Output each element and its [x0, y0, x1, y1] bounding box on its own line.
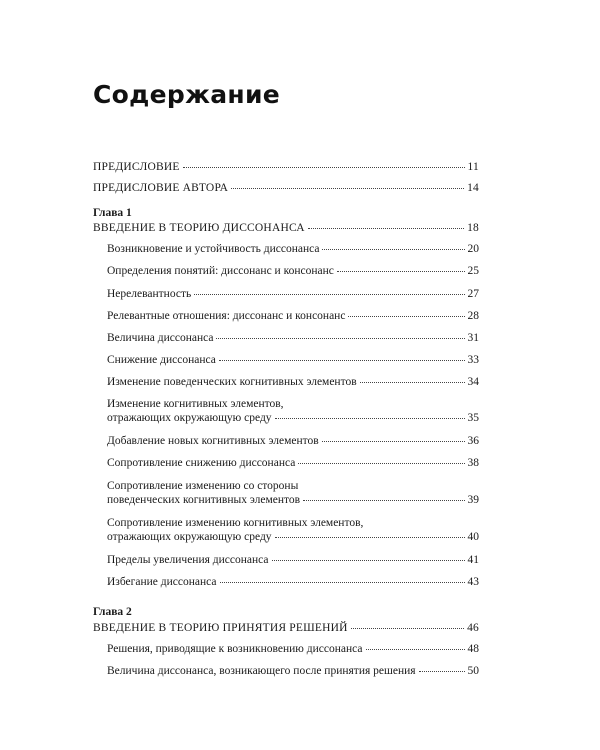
- toc-entry-text: Величина диссонанса, возникающего после принятия решения: [107, 665, 416, 677]
- toc-entry[interactable]: [107, 642, 479, 656]
- toc-page-number: 46: [467, 622, 479, 634]
- toc-entry-text: поведенческих когнитивных элементов: [107, 494, 301, 506]
- toc-entry-text-line1: Сопротивление изменению когнитивных элементов,: [107, 517, 364, 529]
- toc-entry[interactable]: [107, 664, 479, 678]
- toc-entry-text: ПРЕДИСЛОВИЕ АВТОРА: [93, 182, 229, 194]
- leader-dots: [194, 294, 464, 295]
- toc-entry-text: ВВЕДЕНИЕ В ТЕОРИЮ ДИССОНАНСА: [93, 222, 305, 234]
- toc-page-number: 27: [467, 288, 479, 300]
- toc-entry-text: ПРЕДИСЛОВИЕ: [93, 161, 180, 173]
- leader-dots: [360, 382, 465, 383]
- toc-page-number: 38: [467, 457, 479, 469]
- toc-entry-text: Возникновение и устойчивость диссонанса: [107, 243, 320, 255]
- toc-chapter-1-heading[interactable]: [93, 221, 479, 235]
- toc-page-number: 48: [467, 643, 479, 655]
- toc-page-number: 31: [467, 332, 479, 344]
- toc-entry[interactable]: [107, 397, 479, 425]
- leader-dots: [219, 360, 465, 361]
- toc-entry[interactable]: [107, 264, 479, 278]
- toc-page-number: 20: [467, 243, 479, 255]
- toc-page-number: 18: [467, 222, 479, 234]
- leader-dots: [275, 537, 465, 538]
- toc-entry[interactable]: [107, 309, 479, 323]
- toc-entry-text-line1: Изменение когнитивных элементов,: [107, 398, 284, 410]
- toc-entry-text: Релевантные отношения: диссонанс и консонанс: [107, 310, 346, 322]
- toc-page-number: 50: [467, 665, 479, 677]
- leader-dots: [308, 228, 464, 229]
- toc-entry[interactable]: [107, 331, 479, 345]
- toc-entry-text: Снижение диссонанса: [107, 354, 216, 366]
- leader-dots: [216, 338, 464, 339]
- toc-page-number: 43: [467, 576, 479, 588]
- toc-entry-text: отражающих окружающую среду: [107, 412, 272, 424]
- toc-page-number: 36: [467, 435, 479, 447]
- leader-dots: [348, 316, 464, 317]
- leader-dots: [366, 649, 465, 650]
- toc-page-number: 28: [467, 310, 479, 322]
- toc-entry[interactable]: [107, 287, 479, 301]
- toc-entry-text: Величина диссонанса: [107, 332, 214, 344]
- toc-page-number: 39: [467, 494, 479, 506]
- toc-entry[interactable]: [107, 434, 479, 448]
- toc-entry-text: Добавление новых когнитивных элементов: [107, 435, 319, 447]
- leader-dots: [337, 271, 465, 272]
- toc-entry[interactable]: [107, 456, 479, 470]
- toc-page-number: 41: [467, 554, 479, 566]
- leader-dots: [183, 167, 465, 168]
- toc-entry-text: Изменение поведенческих когнитивных элементов: [107, 376, 357, 388]
- toc-page-number: 35: [467, 412, 479, 424]
- toc-page-number: 34: [467, 376, 479, 388]
- toc-entry-text: Нерелевантность: [107, 288, 192, 300]
- page-title: Содержание: [93, 80, 281, 109]
- leader-dots: [272, 560, 465, 561]
- toc-entry[interactable]: [107, 553, 479, 567]
- toc-page-number: 33: [467, 354, 479, 366]
- toc-entry-author-preface[interactable]: [93, 181, 479, 195]
- toc-entry-text: отражающих окружающую среду: [107, 531, 272, 543]
- toc-entry[interactable]: [107, 375, 479, 389]
- toc-entry-text: Избегание диссонанса: [107, 576, 217, 588]
- toc-entry-text: Сопротивление снижению диссонанса: [107, 457, 296, 469]
- toc-page-number: 14: [467, 182, 479, 194]
- toc-page-number: 40: [467, 531, 479, 543]
- toc-entry-text: Пределы увеличения диссонанса: [107, 554, 269, 566]
- leader-dots: [351, 628, 464, 629]
- leader-dots: [231, 188, 464, 189]
- leader-dots: [303, 500, 464, 501]
- leader-dots: [419, 671, 465, 672]
- leader-dots: [322, 441, 465, 442]
- leader-dots: [275, 418, 465, 419]
- toc-entry-text: Определения понятий: диссонанс и консонанс: [107, 265, 334, 277]
- leader-dots: [298, 463, 464, 464]
- toc-entry-text: ВВЕДЕНИЕ В ТЕОРИЮ ПРИНЯТИЯ РЕШЕНИЙ: [93, 622, 348, 634]
- toc-entry[interactable]: [107, 516, 479, 544]
- toc-entry-text-line1: Сопротивление изменению со стороны: [107, 480, 299, 492]
- toc-entry[interactable]: [107, 353, 479, 367]
- toc-entry[interactable]: [107, 242, 479, 256]
- leader-dots: [322, 249, 464, 250]
- toc-entry-preface[interactable]: [93, 160, 479, 174]
- toc-page-number: 25: [467, 265, 479, 277]
- toc-chapter-2-heading[interactable]: [93, 621, 479, 635]
- leader-dots: [220, 582, 465, 583]
- toc-entry[interactable]: [107, 575, 479, 589]
- toc-entry[interactable]: [107, 479, 479, 507]
- chapter-1-label: Глава 1: [93, 207, 132, 219]
- toc-page-number: 11: [467, 161, 479, 173]
- chapter-2-label: Глава 2: [93, 606, 132, 618]
- toc-entry-text: Решения, приводящие к возникновению диссонанса: [107, 643, 363, 655]
